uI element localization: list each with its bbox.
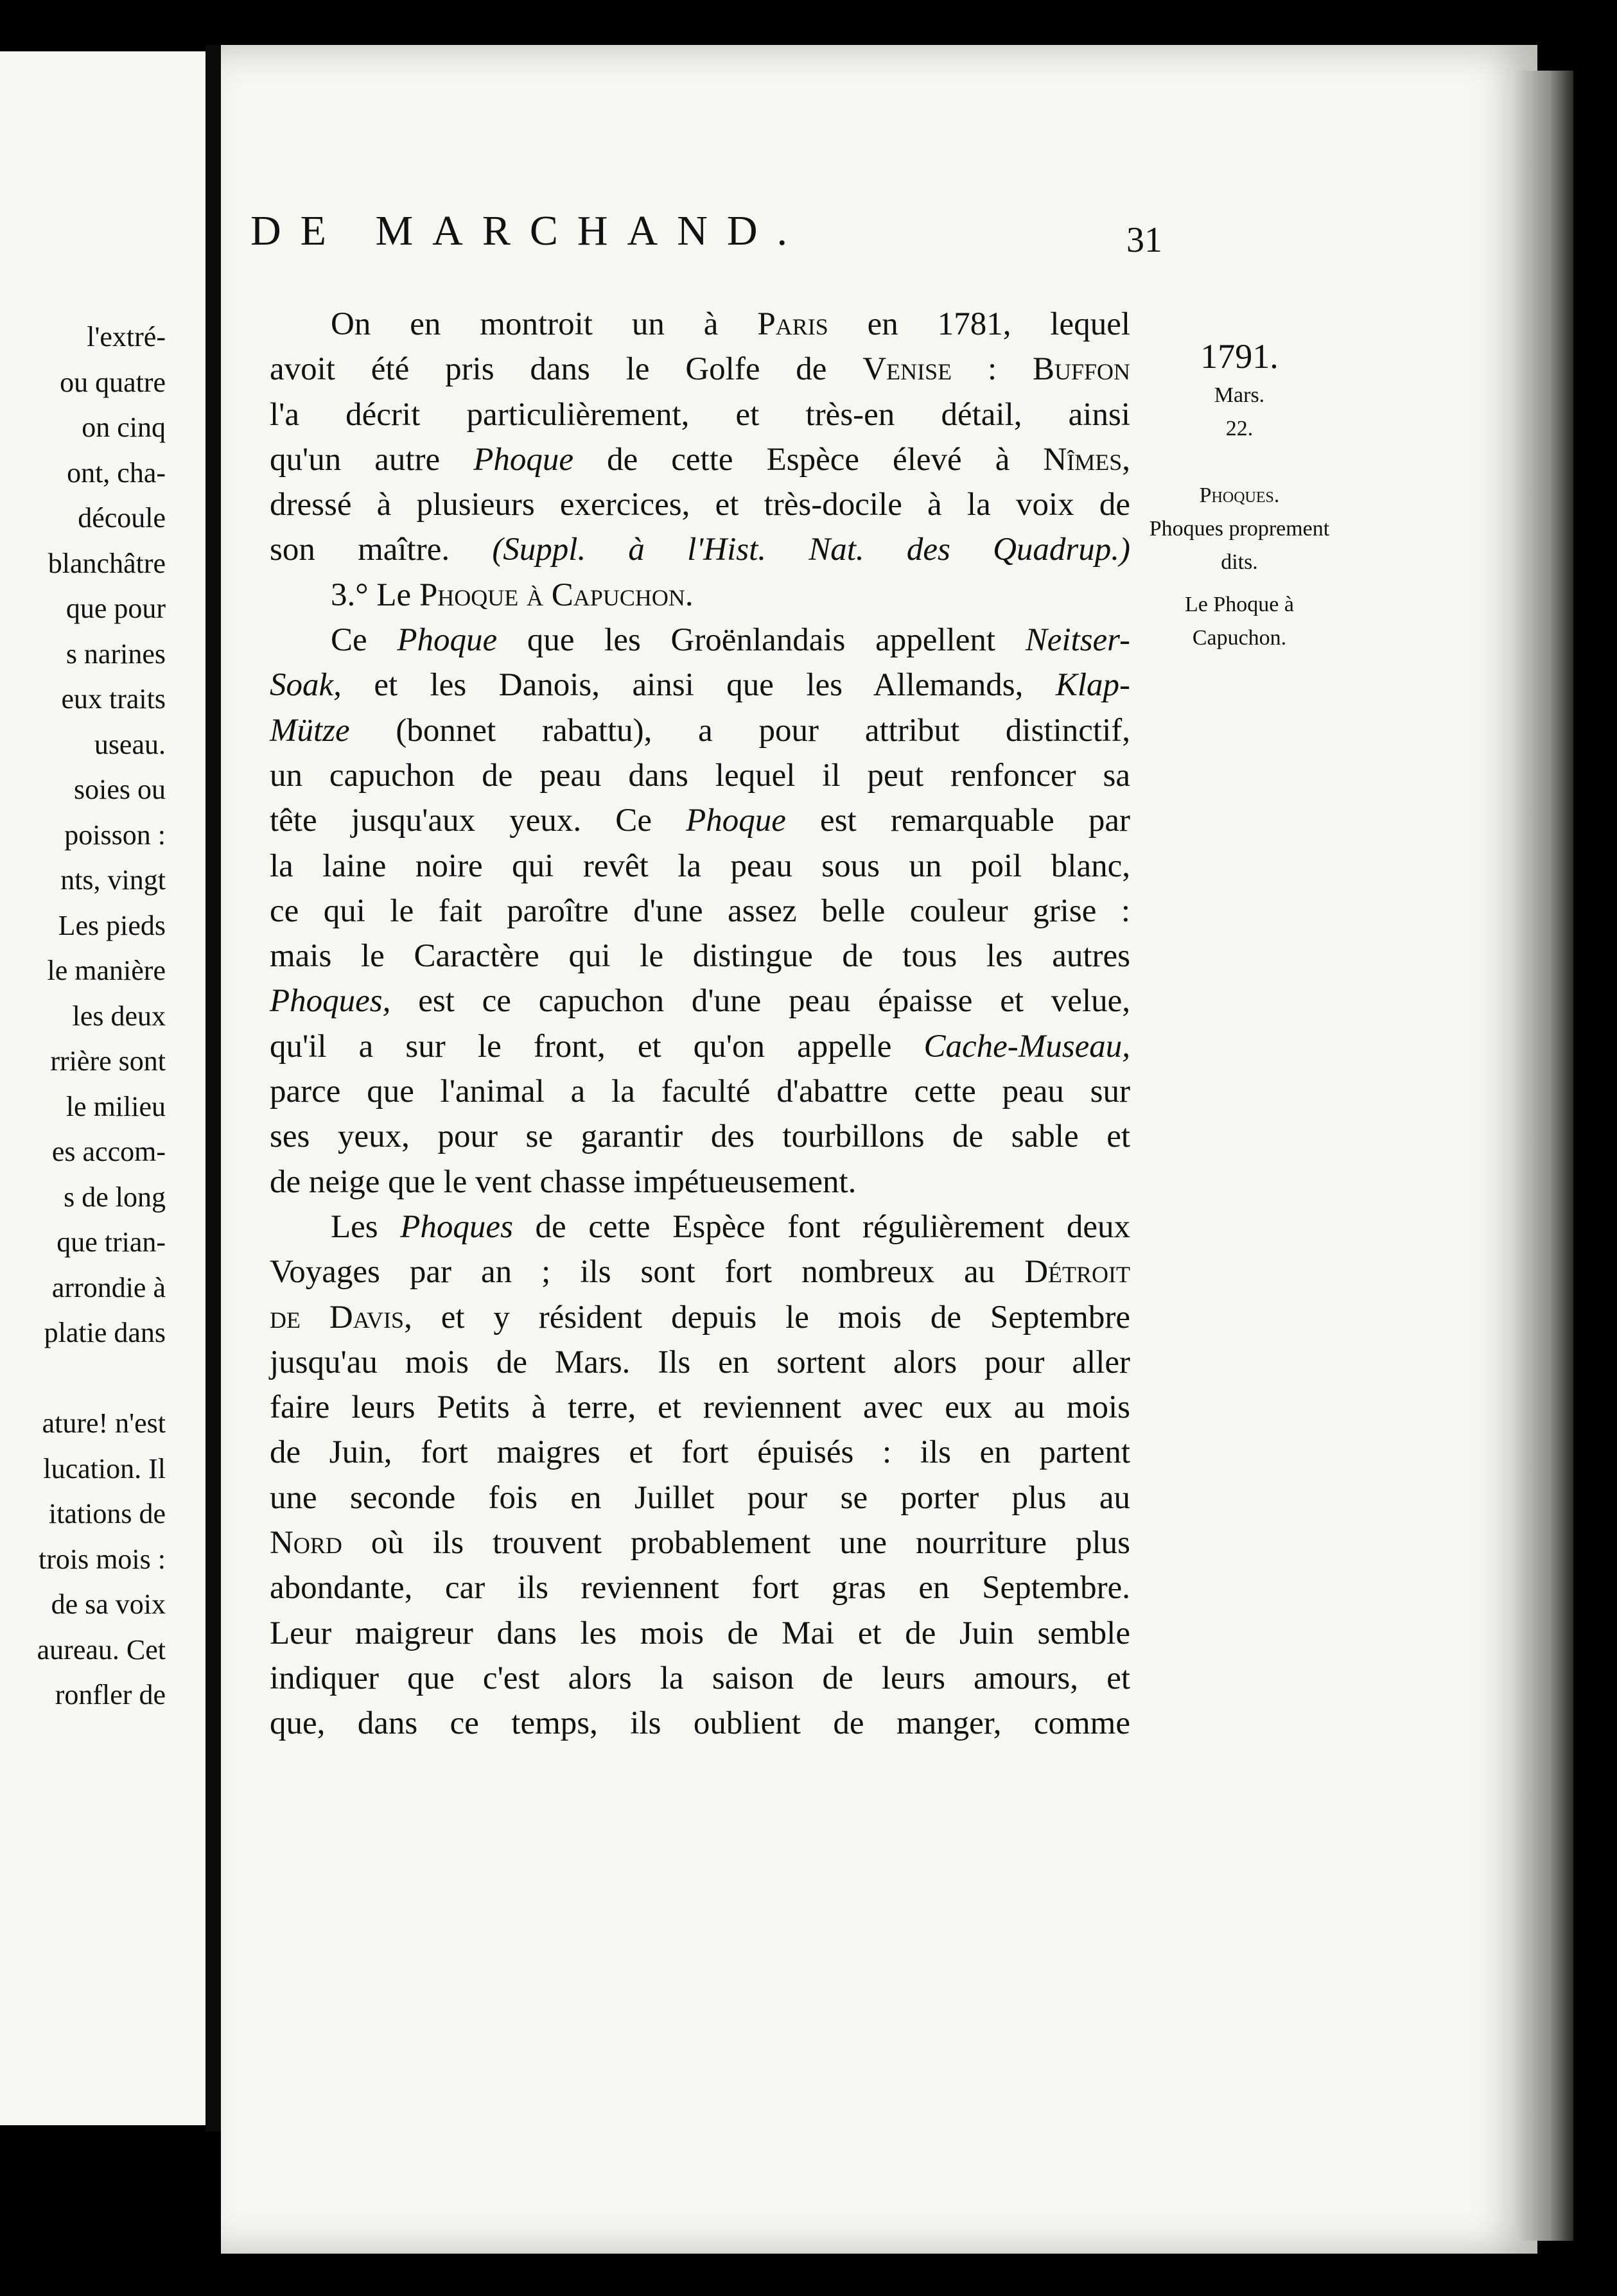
- text-line: qu'il a sur le front, et qu'on appelle Cache-Museau,: [270, 1028, 1130, 1065]
- text-line: Phoques, est ce capuchon d'une peau épaisse et velue,: [270, 983, 1130, 1020]
- left-page-line: lucation. Il: [43, 1452, 166, 1484]
- margin-note-month: Mars.: [1214, 383, 1265, 407]
- text-line: un capuchon de peau dans lequel il peut renfoncer sa: [270, 757, 1130, 794]
- text-line: mais le Caractère qui le distingue de tous les autres: [270, 938, 1130, 975]
- text-line: ses yeux, pour se garantir des tourbillons de sable et: [270, 1118, 1130, 1155]
- page-edge-shadow: [1516, 71, 1573, 2241]
- text-line: la laine noire qui revêt la peau sous un poil blanc,: [270, 848, 1130, 884]
- left-page-line: blanchâtre: [48, 547, 166, 579]
- left-page-line: trois mois :: [38, 1543, 166, 1575]
- left-page-line: eux traits: [61, 683, 166, 715]
- text-line: l'a décrit particulièrement, et très-en détail, ainsi: [270, 396, 1130, 433]
- text-line: une seconde fois en Juillet pour se porter plus au: [270, 1479, 1130, 1516]
- left-page-line: rrière sont: [50, 1045, 166, 1077]
- text-line: indiquer que c'est alors la saison de leurs amours, et: [270, 1660, 1130, 1696]
- left-page-line: l'extré-: [87, 321, 166, 352]
- left-page-line: le manière: [47, 955, 166, 986]
- body-text: [270, 302, 1130, 1746]
- left-page-line: de sa voix: [51, 1588, 166, 1620]
- left-page-line: [37, 1356, 166, 1402]
- text-line: Leur maigreur dans les mois de Mai et de Juin semble: [270, 1615, 1130, 1651]
- margin-note-year: 1791.: [1200, 337, 1279, 376]
- text-line: de Juin, fort maigres et fort épuisés : ils en partent: [270, 1434, 1130, 1471]
- left-page-line: on cinq: [82, 412, 166, 443]
- left-page-fragment: [0, 51, 205, 2125]
- left-page-line: es accom-: [51, 1136, 166, 1167]
- margin-note-day: 22.: [1225, 417, 1254, 440]
- left-page-line: platie dans: [44, 1317, 166, 1348]
- text-line: Voyages par an ; ils sont fort nombreux au Détroit: [270, 1254, 1130, 1291]
- margin-note-species: Le Phoque à Capuchon.: [1185, 593, 1294, 650]
- text-line: On en montroit un à Paris en 1781, lequel: [331, 306, 1131, 342]
- left-page-line: s narines: [66, 638, 166, 670]
- left-page-line: useau.: [94, 728, 166, 760]
- page-header: [250, 207, 1162, 271]
- left-page-lines: [37, 315, 166, 1718]
- text-line: Soak, et les Danois, ainsi que les Allemands, Klap-: [270, 667, 1130, 704]
- text-line: ce qui le fait paroître d'une assez belle couleur grise :: [270, 892, 1130, 929]
- left-page-line: soies ou: [74, 774, 166, 805]
- text-line: jusqu'au mois de Mars. Ils en sortent alors pour aller: [270, 1344, 1130, 1380]
- page-number: 31: [1126, 220, 1162, 260]
- text-line: tête jusqu'aux yeux. Ce Phoque est remarquable par: [270, 803, 1130, 839]
- running-head: DE MARCHAND.: [250, 207, 807, 254]
- text-line: qu'un autre Phoque de cette Espèce élevé à Nîmes,: [270, 441, 1130, 478]
- section-heading: 3.° Le Phoque à Capuchon.: [331, 577, 694, 613]
- text-line: Les Phoques de cette Espèce font régulièrement deux: [331, 1208, 1130, 1245]
- left-page-line: ont, cha-: [67, 457, 166, 489]
- left-page-line: le milieu: [66, 1090, 166, 1122]
- left-page-line: Les pieds: [58, 909, 166, 941]
- text-line: avoit été pris dans le Golfe de Venise : Buffon: [270, 351, 1131, 388]
- margin-note-subsection: Phoques proprement dits.: [1149, 517, 1330, 574]
- left-page-line: les deux: [72, 1000, 166, 1032]
- text-line: dressé à plusieurs exercices, et très-docile à la voix de: [270, 487, 1130, 523]
- text-line: Mütze (bonnet rabattu), a pour attribut distinctif,: [270, 712, 1130, 749]
- margin-note-section: Phoques.: [1199, 483, 1280, 507]
- left-page-line: ature! n'est: [42, 1407, 166, 1439]
- left-page-line: arrondie à: [51, 1271, 166, 1303]
- left-page-line: nts, vingt: [60, 864, 166, 896]
- left-page-line: aureau. Cet: [37, 1633, 166, 1665]
- text-line: de Davis, et y résident depuis le mois de Septembre: [270, 1299, 1131, 1335]
- text-line: que, dans ce temps, ils oublient de manger, comme: [270, 1705, 1130, 1742]
- text-line: Ce Phoque que les Groënlandais appellent Neitser-: [331, 622, 1130, 659]
- text-line: de neige que le vent chasse impétueusement.: [270, 1163, 857, 1200]
- margin-notes: [1137, 334, 1342, 655]
- left-page-line: itations de: [48, 1498, 166, 1529]
- book-gutter: [205, 45, 221, 2132]
- left-page-line: s de long: [64, 1181, 166, 1213]
- left-page-line: poisson :: [64, 819, 166, 851]
- left-page-line: que trian-: [57, 1226, 166, 1258]
- left-page-line: découle: [78, 502, 166, 534]
- text-line: Nord où ils trouvent probablement une nourriture plus: [270, 1525, 1130, 1561]
- text-line: abondante, car ils reviennent fort gras en Septembre.: [270, 1570, 1130, 1606]
- left-page-line: ronfler de: [55, 1679, 166, 1710]
- text-line: parce que l'animal a la faculté d'abattre cette peau sur: [270, 1074, 1130, 1110]
- text-line: faire leurs Petits à terre, et reviennent avec eux au mois: [270, 1389, 1130, 1426]
- left-page-line: que pour: [66, 593, 166, 624]
- left-page-line: ou quatre: [60, 366, 166, 398]
- text-line: son maître. (Suppl. à l'Hist. Nat. des Quadrup.): [270, 532, 1130, 568]
